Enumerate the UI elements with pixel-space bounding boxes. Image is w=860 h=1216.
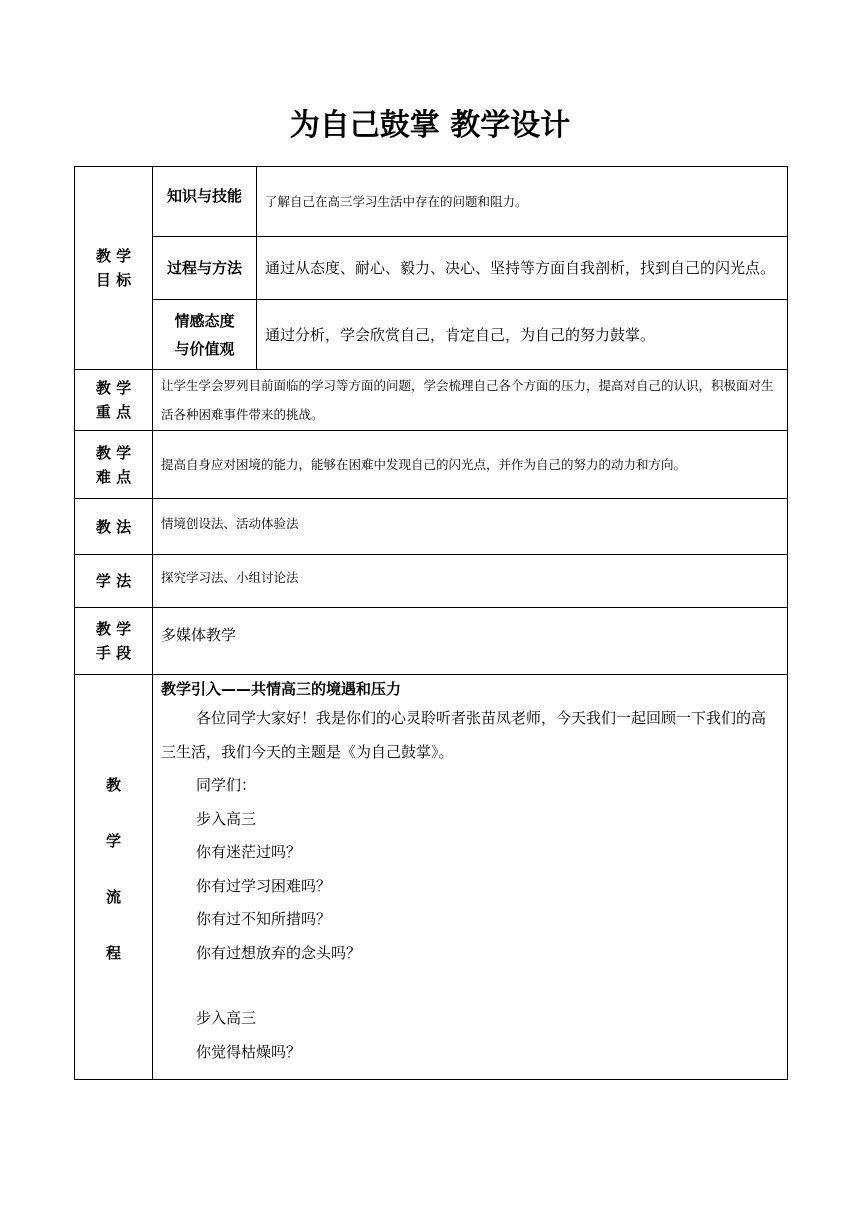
means-label [75, 608, 153, 675]
means-text: 多媒体教学 [153, 608, 788, 675]
flow-label [75, 675, 153, 1080]
focus-label [75, 370, 153, 431]
goal-knowledge-label [153, 167, 257, 237]
flow-line: 你有迷茫过吗？ [196, 843, 302, 861]
flow-line: 步入高三 [196, 1009, 257, 1027]
difficulty-label-line2: 难 点 [95, 467, 132, 486]
difficulty-text: 提高自身应对困境的能力，能够在困难中发现自己的闪光点，并作为自己的努力的动力和方向。 [153, 431, 788, 499]
difficulty-label-line1: 教 学 [95, 443, 132, 462]
goal-attitude-label-line2: 与价值观 [174, 339, 235, 358]
teaching-method-label: 教 法 [75, 499, 153, 555]
flow-label-char-3: 流 [105, 888, 121, 906]
goal-process-text: 通过从态度、耐心、毅力、决心、坚持等方面自我剖析，找到自己的闪光点。 [257, 237, 788, 300]
goals-label [75, 167, 153, 370]
lesson-plan-table [74, 166, 788, 1080]
flow-label-char-4: 程 [105, 944, 121, 962]
goal-process-label-text: 过程与方法 [166, 259, 242, 277]
flow-label-char-2: 学 [105, 832, 121, 850]
flow-intro: 各位同学大家好！我是你们的心灵聆听者张苗凤老师，今天我们一起回顾一下我们的高三生活，我们今天的主题是《为自己鼓掌》。 [161, 709, 767, 761]
teaching-method-text: 情境创设法、活动体验法 [153, 499, 788, 555]
flow-label-char-1: 教 [105, 776, 121, 794]
means-label-line1: 教 学 [95, 620, 132, 638]
learning-method-text: 探究学习法、小组讨论法 [153, 555, 788, 608]
goal-attitude-text: 通过分析，学会欣赏自己，肯定自己，为自己的努力鼓掌。 [257, 300, 788, 370]
focus-text: 让学生学会罗列目前面临的学习等方面的问题，学会梳理自己各个方面的压力，提高对自己的认识，积极面对生活各种困难事件带来的挑战。 [153, 370, 788, 431]
goal-process-label [153, 237, 257, 300]
goal-attitude-label [153, 300, 257, 370]
flow-line: 步入高三 [196, 809, 257, 828]
goals-label-line2: 目 标 [95, 271, 132, 289]
document-title: 为自己鼓掌 教学设计 [289, 108, 571, 143]
learning-method-label: 学 法 [75, 555, 153, 608]
focus-label-line1: 教 学 [95, 379, 132, 397]
difficulty-label [75, 431, 153, 499]
flow-content [153, 675, 788, 1080]
flow-line: 你有过想放弃的念头吗？ [196, 943, 362, 962]
flow-line: 同学们： [196, 776, 257, 794]
flow-spacer [161, 970, 779, 1002]
means-label-line2: 手 段 [95, 644, 132, 662]
goal-knowledge-label-text: 知识与技能 [166, 187, 242, 205]
flow-heading: 教学引入——共情高三的境遇和压力 [161, 680, 402, 698]
flow-line: 你有过学习困难吗？ [196, 876, 332, 895]
goal-knowledge-text: 了解自己在高三学习生活中存在的问题和阻力。 [257, 167, 788, 237]
focus-label-line2: 重 点 [95, 403, 132, 421]
goal-attitude-label-line1: 情感态度 [174, 311, 235, 330]
goals-label-line1: 教 学 [95, 247, 132, 265]
flow-line: 你觉得枯燥吗？ [196, 1042, 302, 1061]
flow-line: 你有过不知所措吗？ [196, 910, 332, 928]
